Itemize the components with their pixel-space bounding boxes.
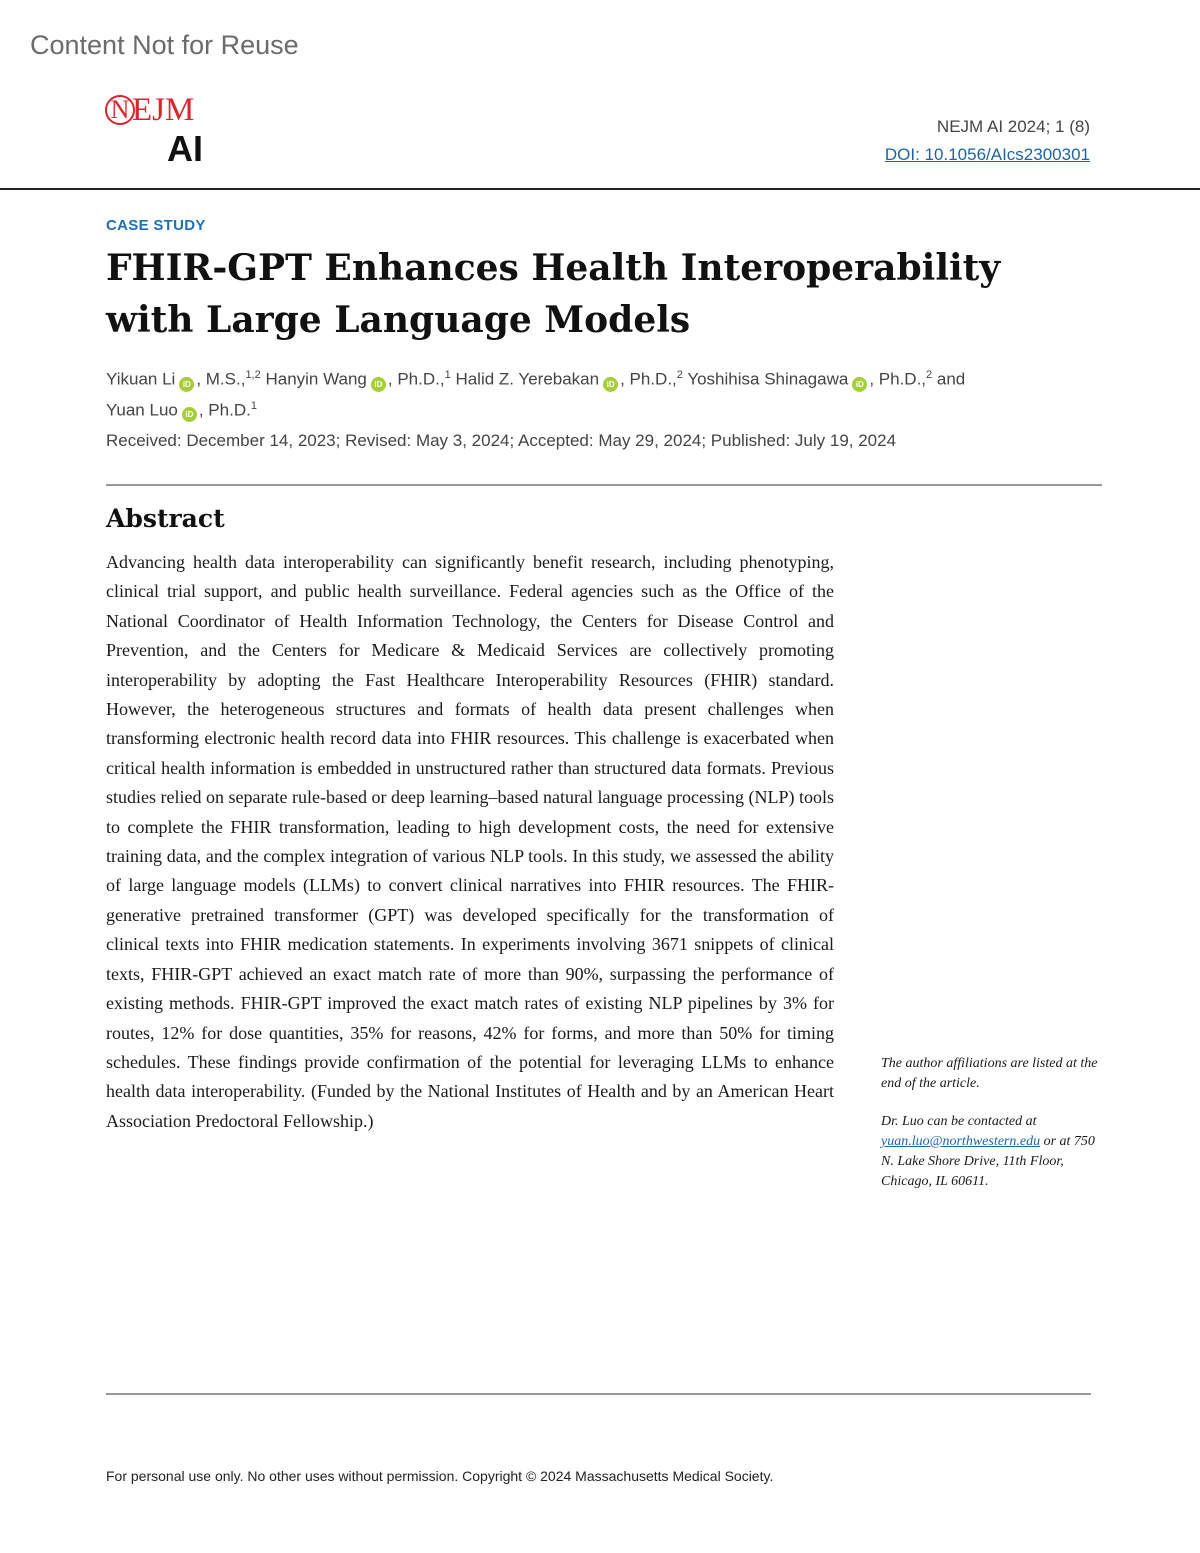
abstract-body: Advancing health data interoperability can significantly benefit research, including phenotyping, clinical trial support, and public health surveillance. Federal agencies such as the Office of the National Coordinator of Health Information Technology, the Centers for Disease Control and Prevention, and the Centers for Medicare & Medicaid Services are collectively promoting interoperability by adopting the Fast Healthcare Interoperability Resources (FHIR) standard. However, the heterogeneous structures and formats of health data present challenges when transforming electronic health record data into FHIR resources. This challenge is exacerbated when critical health information is embedded in unstructured rather than structured data formats. Previous studies relied on separate rule-based or deep learning–based natural language processing (NLP) tools to complete the FHIR transformation, leading to high development costs, the need for extensive training data, and the complex integration of various NLP tools. In this study, we assessed the ability of large language models (LLMs) to convert clinical narratives into FHIR resources. The FHIR-generative pretrained transformer (GPT) was developed specifically for the transformation of clinical texts into FHIR medication statements. In experiments involving 3671 snippets of clinical texts, FHIR-GPT achieved an exact match rate of more than 90%, surpassing the performance of existing methods. FHIR-GPT improved the exact match rates of existing NLP pipelines by 3% for routes, 12% for dose quantities, 35% for reasons, 42% for forms, and more than 50% for timing schedules. These findings provide confirmation of the potential for leveraging LLMs to enhance health data interoperability. (Funded by the National Institutes of Health and by an American Heart Association Predoctoral Fellowship.) (106, 552, 834, 1131)
orcid-icon[interactable]: iD (603, 377, 618, 392)
abstract-heading: Abstract (106, 504, 225, 533)
author-affiliation: 1 (250, 399, 257, 412)
contact-address: or at 750 N. Lake Shore Drive, 11th Floor, Chicago, IL 60611. (881, 1134, 1095, 1189)
author-name[interactable]: Yuan Luo (106, 400, 178, 420)
citation-block (885, 113, 1090, 169)
orcid-icon[interactable]: iD (179, 377, 194, 392)
author-degree: , Ph.D. (198, 400, 251, 420)
copyright-footer: For personal use only. No other uses without permission. Copyright © 2024 Massachusetts Medical Society. (106, 1468, 774, 1484)
author-affiliation: 2 (676, 369, 683, 381)
authors-conjunction: and (936, 369, 966, 389)
author-degree: , Ph.D., (387, 369, 445, 389)
article-type: CASE STUDY (106, 217, 206, 234)
section-divider (106, 484, 1102, 486)
header-rule (0, 188, 1200, 190)
journal-citation: NEJM AI 2024; 1 (8) (936, 117, 1090, 136)
author-degree: , Ph.D., (869, 369, 927, 389)
author-affiliation: 2 (926, 369, 933, 381)
article-title: FHIR-GPT Enhances Health Interoperability with Large Language Models (106, 247, 1001, 341)
footer-rule (106, 1393, 1091, 1395)
author-affiliation: 1,2 (245, 369, 261, 381)
doi-link[interactable]: DOI: 10.1056/AIcs2300301 (884, 145, 1090, 164)
watermark: Content Not for Reuse (30, 30, 299, 60)
author-degree: , Ph.D., (620, 369, 677, 389)
author-name[interactable]: Yoshihisa Shinagawa (687, 369, 849, 389)
author-name[interactable]: Halid Z. Yerebakan (455, 369, 600, 389)
author-name[interactable]: Yikuan Li (106, 369, 176, 389)
journal-logo[interactable] (105, 92, 225, 170)
author-degree: , M.S., (196, 369, 246, 389)
logo-nejm: N EJM (105, 92, 194, 128)
logo-ai: AI (167, 128, 203, 169)
email-link[interactable]: yuan.luo@northwestern.edu (881, 1134, 1041, 1149)
logo-ring-icon: N (105, 95, 135, 125)
author-name[interactable]: Hanyin Wang (265, 369, 367, 389)
contact-prefix: Dr. Luo can be contacted at (881, 1114, 1037, 1129)
author-list (106, 362, 1066, 423)
contact-note (881, 1112, 1101, 1192)
author-affiliation: 1 (444, 369, 451, 381)
affiliations-note: The author affiliations are listed at the end of the article. (881, 1056, 1098, 1091)
orcid-icon[interactable]: iD (852, 377, 867, 392)
publication-dates: Received: December 14, 2023; Revised: May 3, 2024; Accepted: May 29, 2024; Published: July 19, 2024 (106, 431, 897, 450)
orcid-icon[interactable]: iD (371, 377, 386, 392)
orcid-icon[interactable]: iD (182, 407, 197, 422)
